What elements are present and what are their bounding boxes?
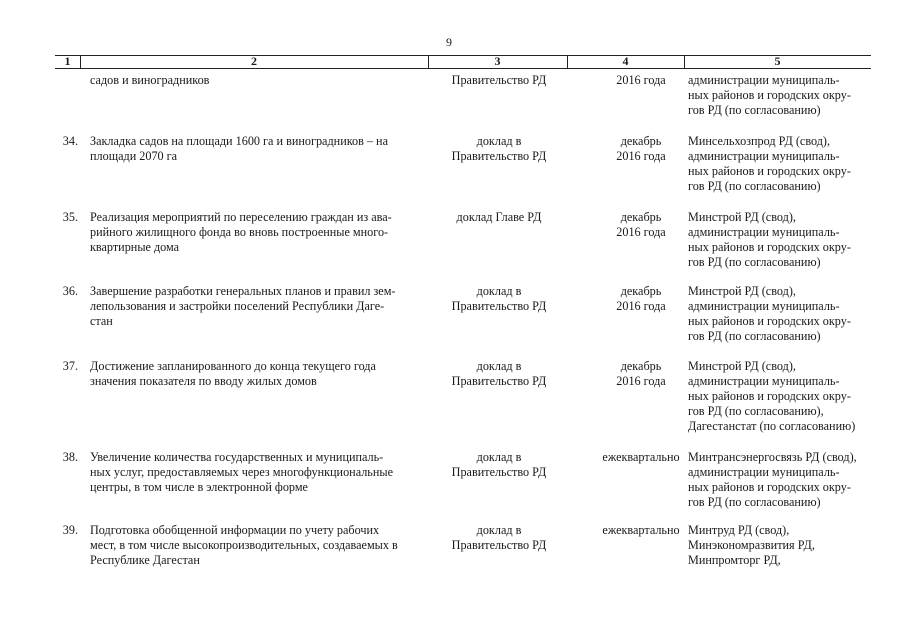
- row-responsible: администрации муниципаль- ных районов и городских окру- гов РД (по согласованию): [688, 73, 851, 117]
- header-col-1: 1: [64, 54, 71, 68]
- row-deadline: декабрь 2016 года: [616, 134, 666, 163]
- row-responsible: Минтрансэнергосвязь РД (свод), администрации муниципаль- ных районов и городских окру- гов РД (по согласованию): [688, 450, 857, 509]
- row-description: Увеличение количества государственных и муниципаль- ных услуг, предоставляемых через многофункциональные центры, в том числе в электронной форме: [90, 450, 393, 494]
- row-description: Подготовка обобщенной информации по учету рабочих мест, в том числе высокопроизводительных, создаваемых в Республике Дагестан: [90, 523, 398, 567]
- row-description: Завершение разработки генеральных планов и правил зем- лепользования и застройки поселений Республики Даге- стан: [90, 284, 396, 328]
- row-report-form: доклад в Правительство РД: [451, 134, 547, 163]
- row-description: садов и виноградников: [90, 73, 210, 87]
- row-description: Достижение запланированного до конца текущего года значения показателя по вводу жилых домов: [90, 359, 376, 388]
- row-responsible: Минсельхозпрод РД (свод), администрации муниципаль- ных районов и городских окру- гов РД (по согласованию): [688, 134, 851, 193]
- row-report-form: Правительство РД: [451, 73, 547, 87]
- header-col-5: 5: [774, 54, 781, 68]
- row-deadline: декабрь 2016 года: [616, 210, 666, 239]
- table-header: [55, 55, 871, 69]
- row-number: 38.: [62, 450, 78, 464]
- header-col-4: 4: [622, 54, 629, 68]
- row-deadline: ежеквартально: [602, 523, 680, 537]
- row-responsible: Минтруд РД (свод), Минэкономразвития РД, Минпромторг РД,: [688, 523, 815, 567]
- row-description: Реализация мероприятий по переселению граждан из ава- рийного жилищного фонда во вновь построенные много- квартирные дома: [90, 210, 392, 254]
- row-deadline: 2016 года: [616, 73, 666, 87]
- row-responsible: Минстрой РД (свод), администрации муниципаль- ных районов и городских окру- гов РД (по согласованию): [688, 284, 851, 343]
- page-number: 9: [446, 35, 452, 49]
- row-number: 39.: [62, 523, 78, 537]
- row-deadline: ежеквартально: [602, 450, 680, 464]
- row-description: Закладка садов на площади 1600 га и виноградников – на площади 2070 га: [90, 134, 388, 163]
- row-report-form: доклад в Правительство РД: [451, 359, 547, 388]
- row-report-form: доклад в Правительство РД: [451, 450, 547, 479]
- row-deadline: декабрь 2016 года: [616, 284, 666, 313]
- header-col-3: 3: [494, 54, 501, 68]
- row-report-form: доклад Главе РД: [456, 210, 542, 224]
- row-number: 35.: [62, 210, 78, 224]
- row-number: 36.: [62, 284, 78, 298]
- row-report-form: доклад в Правительство РД: [451, 523, 547, 552]
- row-deadline: декабрь 2016 года: [616, 359, 666, 388]
- row-responsible: Минстрой РД (свод), администрации муниципаль- ных районов и городских окру- гов РД (по согласованию), Дагестанстат (по согласованию): [688, 359, 856, 433]
- row-number: 34.: [62, 134, 78, 148]
- header-col-2: 2: [251, 54, 257, 68]
- row-number: 37.: [62, 359, 78, 373]
- row-report-form: доклад в Правительство РД: [451, 284, 547, 313]
- row-responsible: Минстрой РД (свод), администрации муниципаль- ных районов и городских окру- гов РД (по согласованию): [688, 210, 851, 269]
